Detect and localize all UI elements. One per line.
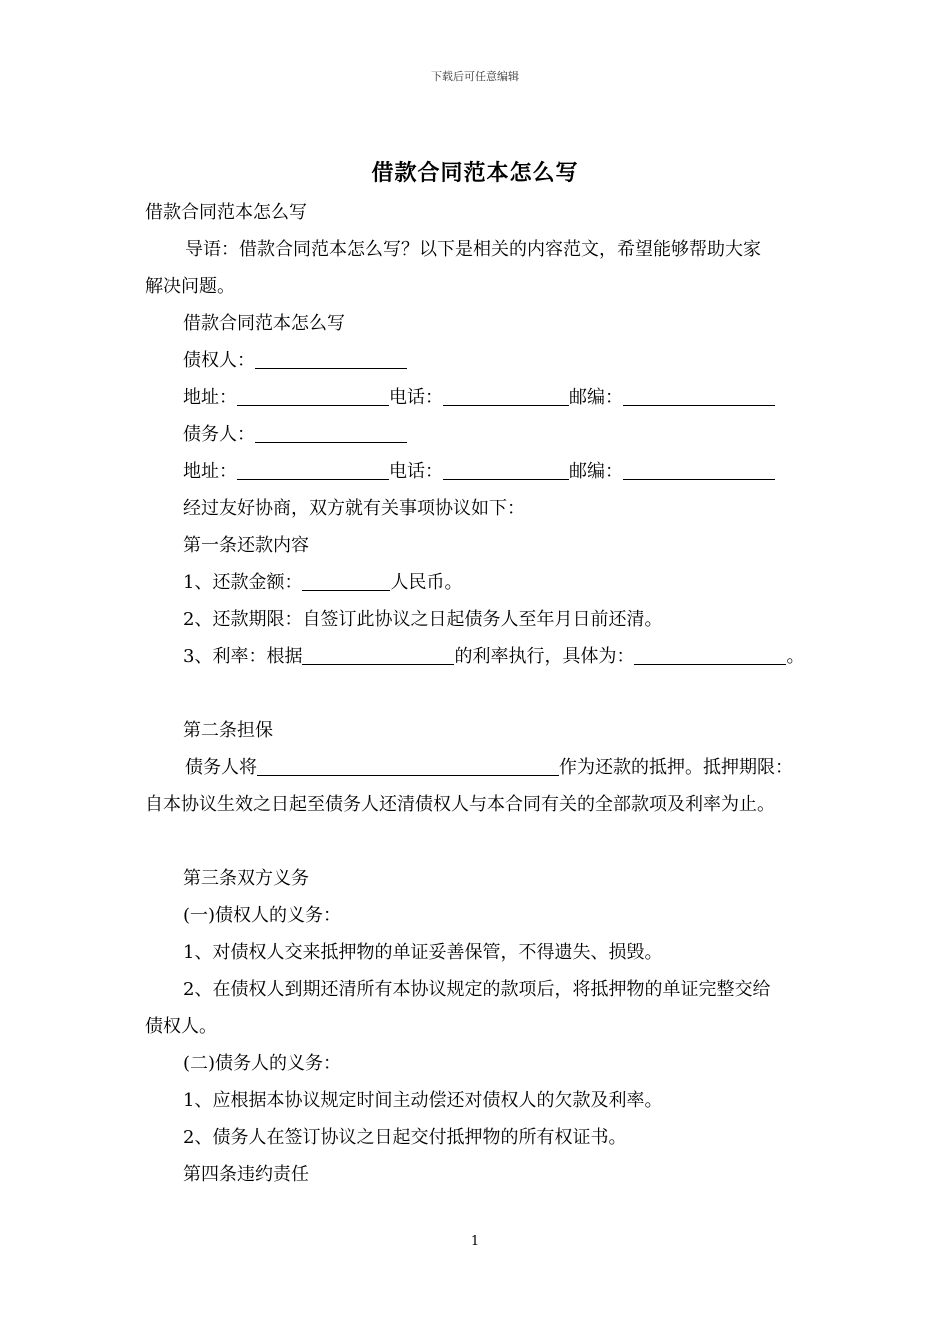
repayment-term-line: 2、还款期限：自签订此协议之日起债务人至年月日前还清。	[183, 609, 663, 630]
period-mark: 。	[786, 646, 805, 667]
address-label: 地址：	[183, 387, 237, 408]
creditor-obligation-1: 1、对债权人交来抵押物的单证妥善保管，不得遗失、损毁。	[183, 942, 663, 963]
debtor-obligation-2: 2、债务人在签订协议之日起交付抵押物的所有权证书。	[183, 1127, 627, 1148]
guarantee-line1	[145, 753, 825, 790]
interest-detail-blank[interactable]	[634, 646, 786, 665]
repayment-amount-blank[interactable]	[302, 572, 390, 591]
repayment-amount-line	[145, 568, 825, 605]
subtitle-line: 借款合同范本怎么写	[145, 202, 307, 223]
zip-label-2: 邮编：	[569, 461, 623, 482]
page-header: 下载后可任意编辑	[431, 70, 519, 83]
interest-rate-label: 3、利率：根据	[183, 646, 303, 667]
debtor-contact-line	[145, 457, 825, 494]
interest-rate-line	[145, 642, 825, 679]
contract-heading: 借款合同范本怎么写	[183, 313, 345, 334]
phone-label-2: 电话：	[389, 461, 443, 482]
creditor-obligation-2-line1: 2、在债权人到期还清所有本协议规定的款项后，将抵押物的单证完整交给	[183, 979, 771, 1000]
debtor-zip-blank[interactable]	[623, 461, 775, 480]
guarantee-label: 债务人将	[185, 757, 257, 778]
creditor-obligations-heading: (一)债权人的义务：	[183, 905, 342, 926]
debtor-line	[145, 420, 825, 457]
debtor-obligation-1: 1、应根据本协议规定时间主动偿还对债权人的欠款及利率。	[183, 1090, 663, 1111]
article-2-heading: 第二条担保	[183, 720, 273, 741]
creditor-label: 债权人：	[183, 350, 255, 371]
guarantee-text: 作为还款的抵押。抵押期限：	[559, 757, 793, 778]
interest-execute-text: 的利率执行，具体为：	[454, 646, 635, 667]
creditor-obligation-2-line2: 债权人。	[145, 1016, 217, 1037]
creditor-address-blank[interactable]	[237, 387, 389, 406]
creditor-phone-blank[interactable]	[443, 387, 569, 406]
debtor-phone-blank[interactable]	[443, 461, 569, 480]
document-title: 借款合同范本怎么写	[371, 160, 579, 186]
repayment-amount-label: 1、还款金额：	[183, 572, 303, 593]
creditor-zip-blank[interactable]	[623, 387, 775, 406]
phone-label: 电话：	[389, 387, 443, 408]
intro-paragraph-line2: 解决问题。	[145, 276, 235, 297]
blank-line	[145, 679, 825, 716]
debtor-blank[interactable]	[255, 424, 407, 443]
debtor-obligations-heading: (二)债务人的义务：	[183, 1053, 342, 1074]
address-label-2: 地址：	[183, 461, 237, 482]
creditor-blank[interactable]	[255, 350, 407, 369]
intro-paragraph-line1: 导语：借款合同范本怎么写？以下是相关的内容范文，希望能够帮助大家	[185, 239, 761, 260]
debtor-label: 债务人：	[183, 424, 255, 445]
zip-label: 邮编：	[569, 387, 623, 408]
debtor-address-blank[interactable]	[237, 461, 389, 480]
negotiation-line: 经过友好协商，双方就有关事项协议如下：	[183, 498, 525, 519]
currency-text: 人民币。	[390, 572, 463, 593]
collateral-blank[interactable]	[257, 757, 559, 776]
page-number: 1	[470, 1234, 480, 1249]
article-1-heading: 第一条还款内容	[183, 535, 309, 556]
document-body	[145, 198, 825, 1197]
article-3-heading: 第三条双方义务	[183, 868, 309, 889]
creditor-line	[145, 346, 825, 383]
interest-basis-blank[interactable]	[302, 646, 454, 665]
blank-line-2	[145, 827, 825, 864]
creditor-contact-line	[145, 383, 825, 420]
guarantee-line2: 自本协议生效之日起至债务人还清债权人与本合同有关的全部款项及利率为止。	[145, 794, 775, 815]
article-4-heading: 第四条违约责任	[183, 1164, 309, 1185]
